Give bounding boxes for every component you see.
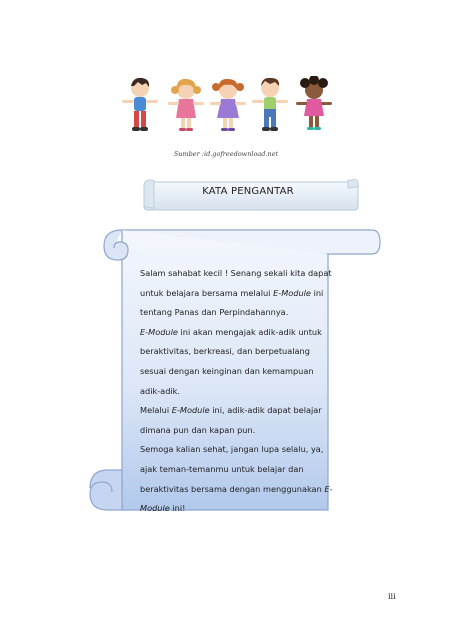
child-figure [168, 79, 204, 131]
child-figure [122, 78, 158, 131]
page-title: KATA PENGANTAR [202, 186, 294, 197]
paragraph: Salam sahabat kecil ! Senang sekali kita dapat untuk belajara bersama melalui E-Module ini tentang Panas dan Perpindahannya. [140, 268, 332, 318]
child-figure [296, 76, 332, 130]
image-source-caption: Sumber :id.gofreedownload.net [173, 150, 279, 158]
child-figure [210, 79, 246, 131]
page-number: iii [388, 592, 396, 601]
paragraph: Semoga kalian sehat, jangan lupa selalu, ya, ajak teman-temanmu untuk belajar dan beraktivitas bersama dengan menggunakan E-Module ini! [140, 444, 333, 514]
paragraph: E-Module ini akan mengajak adik-adik untuk beraktivitas, berkreasi, dan berpetualang sesuai dengan keinginan dan kemampuan adik-adik. [140, 326, 322, 396]
children-illustration [112, 76, 342, 136]
child-figure [252, 78, 288, 131]
paragraph: Melalui E-Module ini, adik-adik dapat belajar dimana pun dan kapan pun. [140, 405, 322, 435]
scroll-body-text [112, 264, 336, 519]
